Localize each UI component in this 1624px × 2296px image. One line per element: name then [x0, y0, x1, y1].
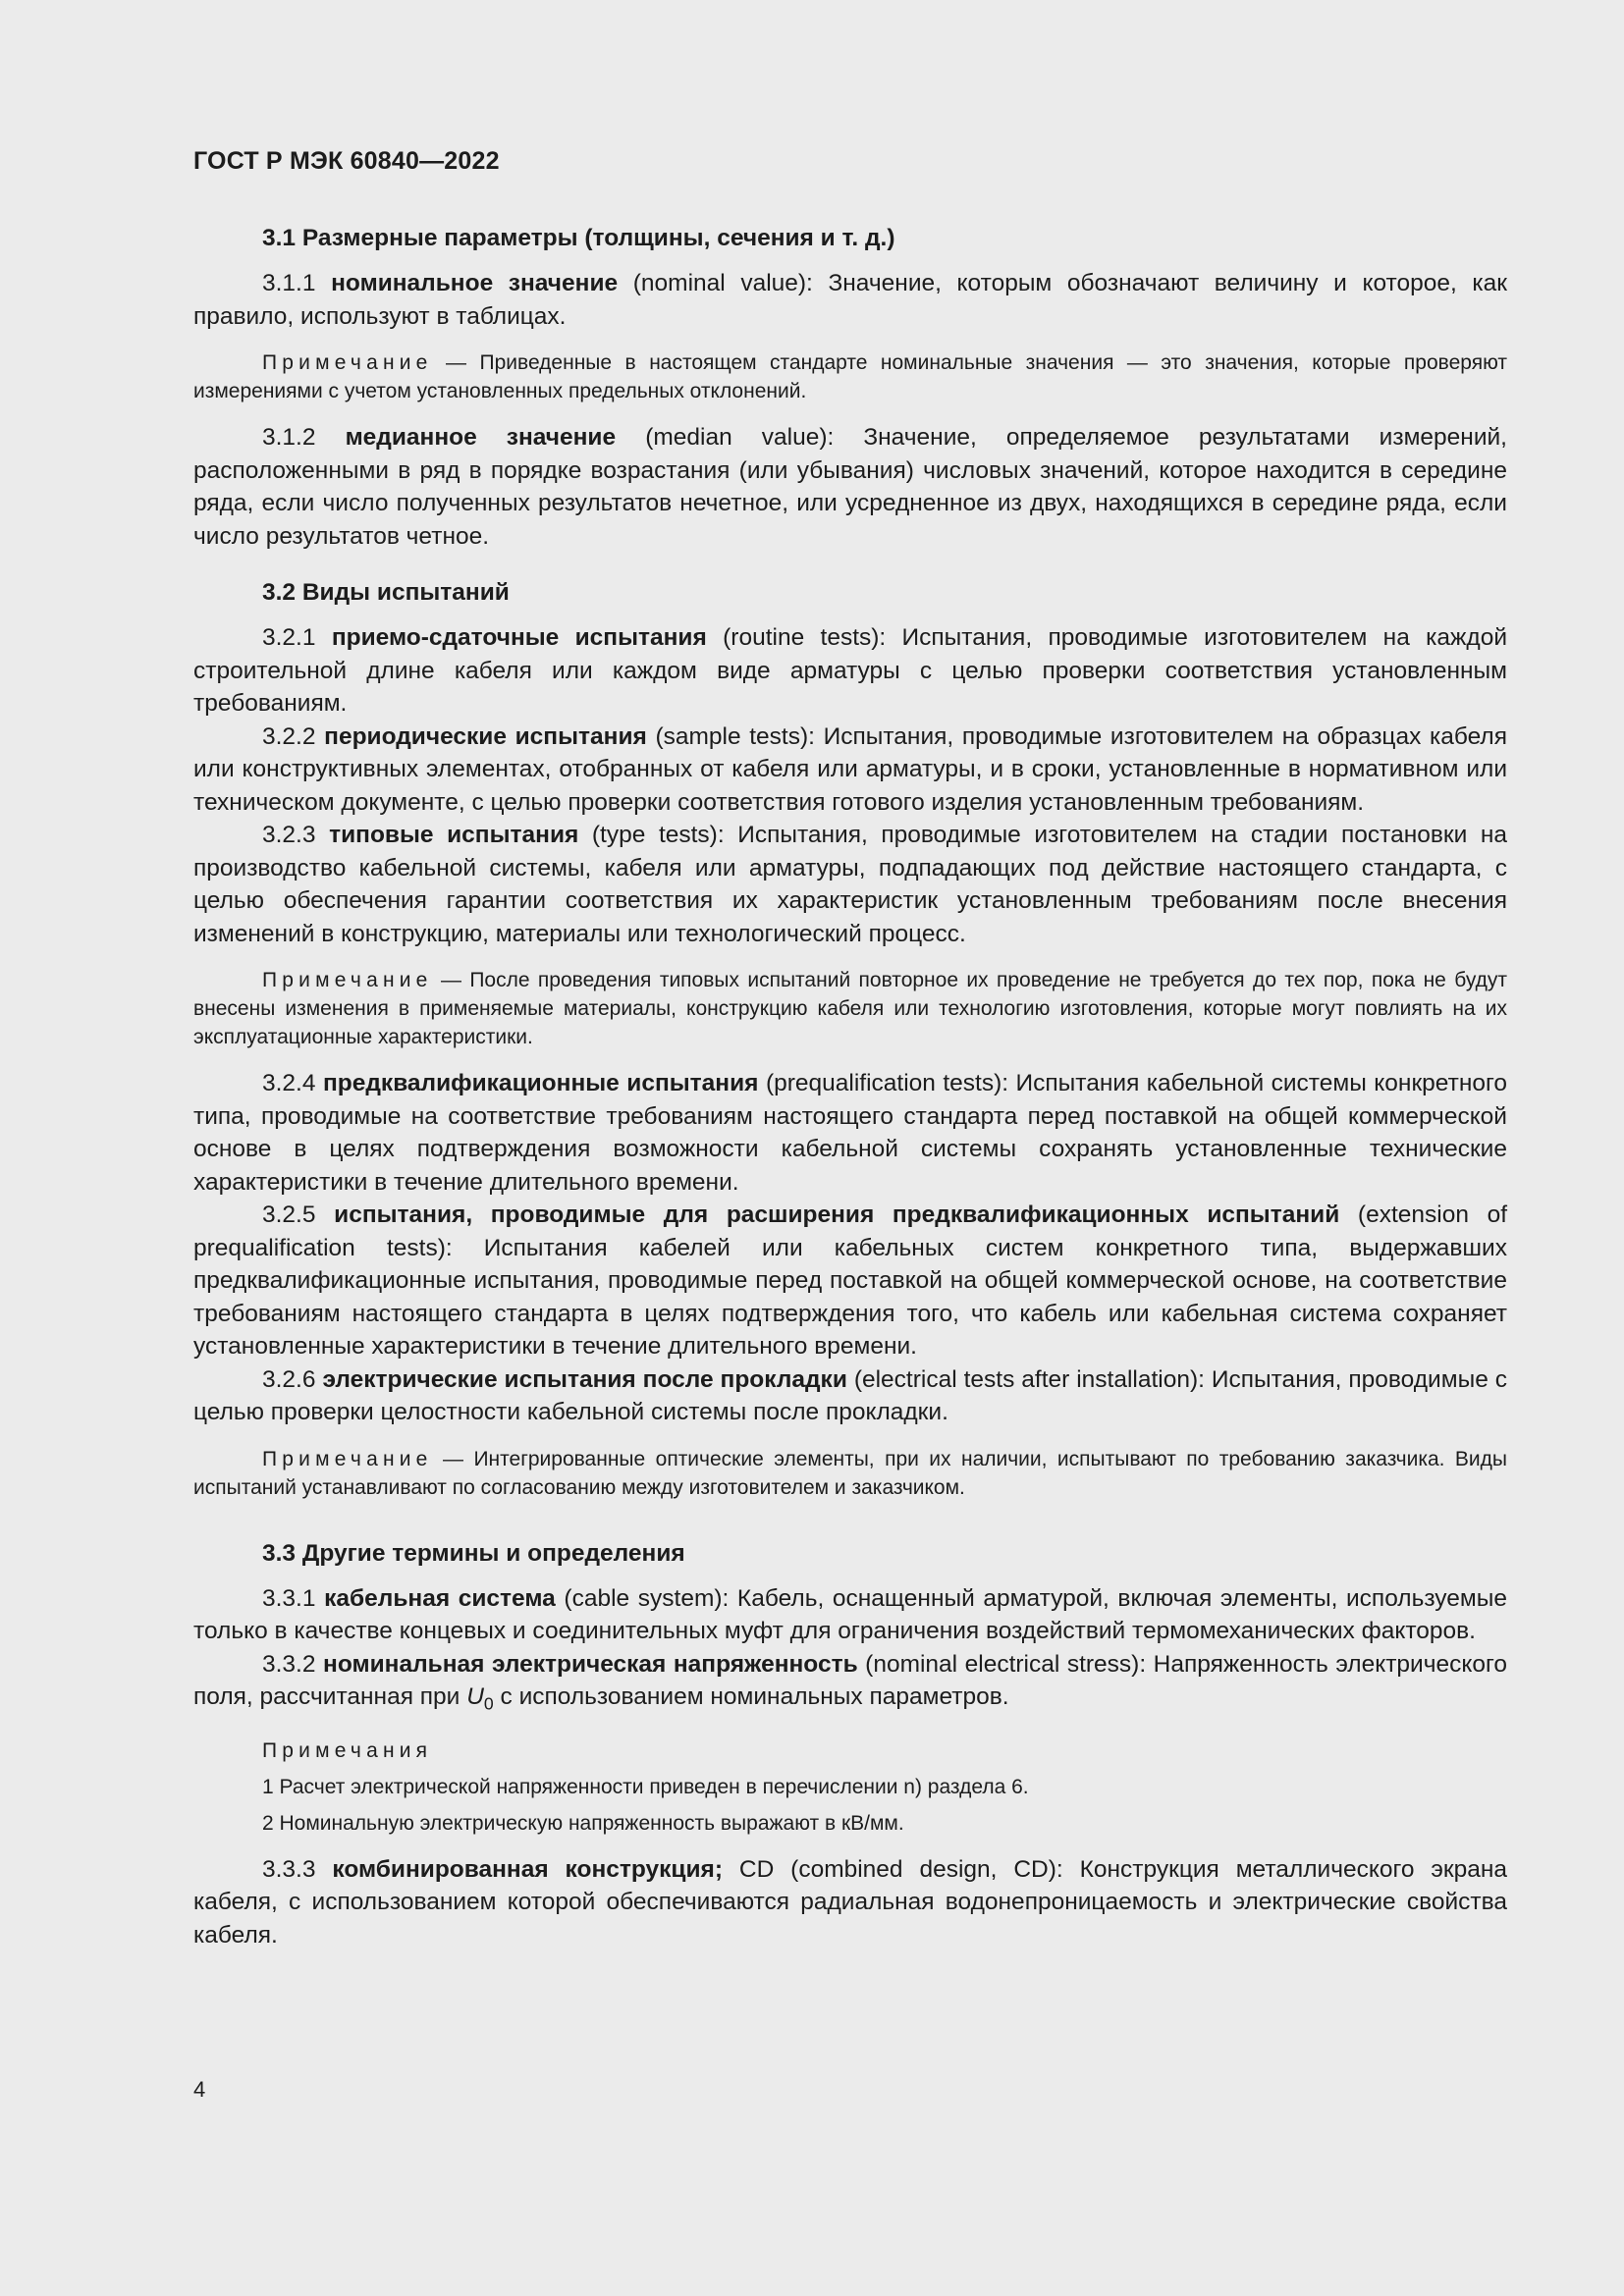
definition-3-2-4: [193, 1067, 1507, 1199]
definition-text: (sample tests): Испытания, проводимые изготовителем на образцах кабеля или конструктивных элементах, отобранных от кабеля или арматуры, и в сроки, установленные в нормативном или техническом документе, с целью проверки соответствия готового изделия установленным требованиям.: [193, 722, 1507, 816]
definition-3-2-5: [193, 1199, 1507, 1363]
clause-number: 3.2.2: [262, 722, 316, 750]
definition-text: (type tests): Испытания, проводимые изготовителем на стадии постановки на производство кабельной системы, кабеля или арматуры, подпадающих под действие настоящего стандарта, с целью обеспечения гарантии соответствия их характеристик установленным требованиям после внесения изменений в конструкцию, материалы или технологический процесс.: [193, 822, 1508, 947]
document-header: ГОСТ Р МЭК 60840—2022: [193, 147, 500, 175]
note-item-2: 2 Номинальную электрическую напряженность выражают в кВ/мм.: [262, 1811, 904, 1835]
term: испытания, проводимые для расширения предквалификационных испытаний: [334, 1201, 1340, 1228]
section-heading-3-3: 3.3 Другие термины и определения: [262, 1539, 685, 1567]
clause-number: 3.2.1: [262, 624, 316, 651]
note-label: Примечание: [262, 1447, 433, 1470]
definition-text: (nominal value): Значение, которым обозначают величину и которое, как правило, используют в таблицах.: [193, 270, 1508, 330]
definition-3-2-6: [193, 1363, 1507, 1429]
subscript: 0: [483, 1693, 494, 1714]
term: медианное значение: [345, 424, 617, 451]
definition-3-2-2: [193, 721, 1507, 820]
clause-number: 3.3.3: [262, 1855, 316, 1883]
section-heading-3-1: 3.1 Размерные параметры (толщины, сечения и т. д.): [262, 225, 895, 251]
term: номинальная электрическая напряженность: [323, 1650, 858, 1678]
clause-number: 3.2.4: [262, 1070, 316, 1096]
note: [193, 348, 1507, 405]
clause-number: 3.3.1: [262, 1584, 316, 1612]
document-body: [193, 222, 1507, 1951]
term: электрические испытания после прокладки: [322, 1365, 847, 1393]
definition-3-2-3: [193, 819, 1507, 950]
definition-text: (extension of prequalification tests): Испытания кабелей или кабельных систем конкретного типа, выдержавших предквалификационные испытания, проводимые перед поставкой на общей коммерческой основе, на соответствие требованиям настоящего стандарта в целях подтверждения того, что кабель или кабельная система сохраняет установленные характеристики в течение длительного времени.: [193, 1201, 1508, 1360]
definition-3-3-3: [193, 1853, 1507, 1952]
term: предквалификационные испытания: [322, 1070, 759, 1096]
note: [193, 966, 1507, 1051]
definition-3-1-1: [193, 267, 1507, 333]
clause-number: 3.1.1: [262, 270, 316, 296]
section-heading-3-2: 3.2 Виды испытаний: [262, 579, 510, 606]
clause-number: 3.2.3: [262, 822, 316, 848]
definition-3-3-1: [193, 1582, 1507, 1648]
definition-3-2-1: [193, 621, 1507, 721]
clause-number: 3.2.6: [262, 1365, 316, 1393]
clause-number: 3.1.2: [262, 424, 316, 451]
clause-number: 3.3.2: [262, 1650, 316, 1678]
term: периодические испытания: [324, 722, 647, 750]
term: типовые испытания: [329, 822, 579, 848]
note-text: — После проведения типовых испытаний повторное их проведение не требуется до тех пор, пока не будут внесены изменения в применяемые материалы, конструкцию кабеля или технологию изготовления, которые могут повлиять на их эксплуатационные характеристики.: [193, 969, 1507, 1048]
definition-3-3-2: [193, 1648, 1507, 1721]
definition-text: (cable system): Кабель, оснащенный арматурой, включая элементы, используемые только в качестве концевых и соединительных муфт для ограничения воздействий термомеханических факторов.: [193, 1584, 1507, 1644]
note-item-1: 1 Расчет электрической напряженности приведен в перечислении n) раздела 6.: [262, 1775, 1029, 1798]
term: комбинированная конструкция;: [332, 1855, 723, 1883]
note-text: — Приведенные в настоящем стандарте номинальные значения — это значения, которые проверяют измерениями с учетом установленных предельных отклонений.: [193, 351, 1507, 402]
variable-u0: $U_0$: [466, 1683, 494, 1714]
term: приемо-сдаточные испытания: [331, 624, 707, 651]
definition-text: CD (combined design, CD): Конструкция металлического экрана кабеля, с использованием которой обеспечиваются радиальная водонепроницаемость и электрические свойства кабеля.: [193, 1855, 1508, 1949]
definition-text: с использованием номинальных параметров.: [500, 1683, 1009, 1710]
definition-text: (electrical tests after installation): Испытания, проводимые с целью проверки целостности кабельной системы после прокладки.: [193, 1365, 1507, 1425]
term: кабельная система: [324, 1584, 556, 1612]
definition-text: (prequalification tests): Испытания кабельной системы конкретного типа, проводимые на соответствие требованиям настоящего стандарта перед поставкой на общей коммерческой основе в целях подтверждения возможности кабельной системы сохранять установленные технические характеристики в течение длительного времени.: [193, 1070, 1508, 1196]
definition-3-1-2: [193, 421, 1507, 553]
clause-number: 3.2.5: [262, 1201, 316, 1228]
note-label: Примечание: [262, 351, 433, 374]
definition-text: (median value): Значение, определяемое результатами измерений, расположенными в ряд в порядке возрастания (или убывания) числовых значений, которое находится в середине ряда, если число полученных результатов нечетное, или усредненное из двух, находящихся в середине ряда, если число результатов четное.: [193, 424, 1507, 550]
definition-text: (routine tests): Испытания, проводимые изготовителем на каждой строительной длине кабеля или каждом виде арматуры с целью проверки соответствия установленным требованиям.: [193, 624, 1508, 717]
note: [193, 1445, 1507, 1502]
note-label: Примечание: [262, 969, 433, 991]
notes-label: Примечания: [262, 1738, 433, 1762]
note-text: — Интегрированные оптические элементы, при их наличии, испытывают по требованию заказчика. Виды испытаний устанавливают по согласованию между изготовителем и заказчиком.: [193, 1447, 1507, 1499]
definition-text: (nominal electrical stress): Напряженность электрического поля, рассчитанная при: [193, 1650, 1508, 1710]
term: номинальное значение: [331, 270, 619, 296]
page-number: 4: [193, 2077, 206, 2102]
